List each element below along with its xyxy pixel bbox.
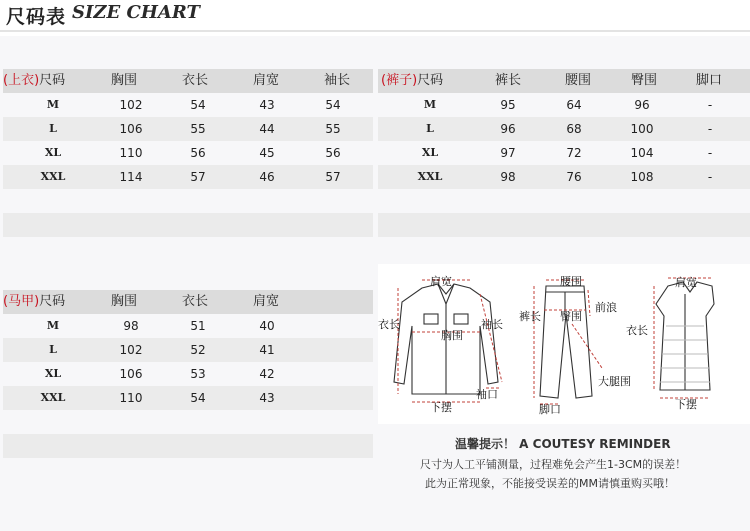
top-size-table <box>3 69 373 189</box>
value-cell: 43 <box>259 391 275 405</box>
header-divider <box>0 30 750 32</box>
size-cell: XXL <box>40 391 66 404</box>
value-cell: 110 <box>119 391 143 405</box>
value-cell: 55 <box>325 122 341 136</box>
value-cell: 40 <box>259 319 275 333</box>
label-vest-length: 衣长 <box>626 324 648 337</box>
value-cell: 110 <box>119 146 143 160</box>
measurement-diagram <box>378 264 750 424</box>
label-length: 衣长 <box>378 318 400 331</box>
column-header: 臀围 <box>630 73 657 88</box>
value-cell: 43 <box>259 98 275 112</box>
code-label: 尺码 <box>39 294 66 309</box>
value-cell: 104 <box>630 146 654 160</box>
column-header: 胸围 <box>110 73 137 88</box>
column-header: 肩宽 <box>252 294 279 309</box>
value-cell: 96 <box>500 122 516 136</box>
blank-row <box>378 213 750 237</box>
value-cell: 72 <box>566 146 582 160</box>
label-waist: 腰围 <box>560 275 582 288</box>
value-cell: - <box>707 98 713 112</box>
value-cell: 45 <box>259 146 275 160</box>
table-row <box>3 93 373 117</box>
value-cell: - <box>707 170 713 184</box>
vest-illustration <box>656 282 714 390</box>
category-label <box>3 69 71 93</box>
label-leg-opening: 脚口 <box>539 403 561 416</box>
label-vest-shoulder: 肩宽 <box>675 276 697 289</box>
value-cell: 44 <box>259 122 275 136</box>
value-cell: 102 <box>119 98 143 112</box>
table-header-row <box>378 69 750 93</box>
label-cuff: 袖口 <box>476 388 498 401</box>
code-label: 尺码 <box>39 73 66 88</box>
size-cell: L <box>49 122 57 135</box>
title-english: SIZE CHART <box>72 2 200 23</box>
value-cell: 54 <box>325 98 341 112</box>
reminder-title: 温馨提示！ A COUTESY REMINDER <box>455 437 671 451</box>
value-cell: 76 <box>566 170 582 184</box>
column-header: 裤长 <box>494 73 521 88</box>
value-cell: 96 <box>634 98 650 112</box>
value-cell: 54 <box>190 98 206 112</box>
reminder-line-2: 此为正常现象，不能接受误差的MM请慎重购买哦！ <box>425 477 675 490</box>
value-cell: 108 <box>630 170 654 184</box>
value-cell: 54 <box>190 391 206 405</box>
column-header: 袖长 <box>323 73 350 88</box>
blank-row <box>3 434 373 458</box>
value-cell: 102 <box>119 343 143 357</box>
label-sleeve: 袖长 <box>481 318 503 331</box>
value-cell: 64 <box>566 98 582 112</box>
label-thigh: 大腿围 <box>598 375 631 388</box>
size-cell: L <box>426 122 434 135</box>
value-cell: 56 <box>325 146 341 160</box>
size-cell: M <box>423 98 437 111</box>
value-cell: 42 <box>259 367 275 381</box>
value-cell: 106 <box>119 367 143 381</box>
code-label: 尺码 <box>417 73 444 88</box>
table-row <box>3 386 373 410</box>
size-cell: L <box>49 343 57 356</box>
table-row <box>3 141 373 165</box>
value-cell: 57 <box>325 170 341 184</box>
category-label <box>3 290 71 314</box>
label-pants-length: 裤长 <box>519 310 541 323</box>
table-header-row <box>3 69 373 93</box>
page-header <box>0 0 750 30</box>
table-row <box>3 338 373 362</box>
value-cell: 97 <box>500 146 516 160</box>
label-shoulder: 肩宽 <box>430 275 452 288</box>
table-row <box>378 141 750 165</box>
value-cell: 51 <box>190 319 206 333</box>
size-cell: XL <box>44 367 62 380</box>
category-name: (马甲) <box>3 294 40 309</box>
value-cell: 106 <box>119 122 143 136</box>
label-front-rise: 前浪 <box>595 301 617 314</box>
table-row <box>378 117 750 141</box>
column-header: 腰围 <box>564 73 591 88</box>
value-cell: 53 <box>190 367 206 381</box>
column-header: 胸围 <box>110 294 137 309</box>
category-label <box>381 69 449 93</box>
table-row <box>3 362 373 386</box>
size-cell: XL <box>421 146 439 159</box>
size-cell: XL <box>44 146 62 159</box>
table-row <box>378 165 750 189</box>
size-cell: M <box>46 319 60 332</box>
column-header: 肩宽 <box>252 73 279 88</box>
value-cell: 98 <box>500 170 516 184</box>
label-hip: 臀围 <box>560 310 582 323</box>
table-row <box>3 314 373 338</box>
blank-row <box>3 213 373 237</box>
category-name: (裤子) <box>381 73 418 88</box>
column-header: 衣长 <box>181 294 208 309</box>
column-header: 脚口 <box>695 73 722 88</box>
value-cell: 95 <box>500 98 516 112</box>
table-row <box>378 93 750 117</box>
category-name: (上衣) <box>3 73 40 88</box>
value-cell: 55 <box>190 122 206 136</box>
value-cell: 98 <box>123 319 139 333</box>
table-row <box>3 117 373 141</box>
value-cell: - <box>707 146 713 160</box>
title-chinese: 尺码表 <box>6 6 67 28</box>
value-cell: 46 <box>259 170 275 184</box>
value-cell: 68 <box>566 122 582 136</box>
column-header: 衣长 <box>181 73 208 88</box>
size-cell: XXL <box>417 170 443 183</box>
table-header-row <box>3 290 373 314</box>
label-chest: 胸围 <box>441 329 463 342</box>
value-cell: 57 <box>190 170 206 184</box>
label-vest-hem: 下摆 <box>675 398 697 411</box>
label-hem: 下摆 <box>430 401 452 414</box>
value-cell: 56 <box>190 146 206 160</box>
size-cell: M <box>46 98 60 111</box>
table-row <box>3 165 373 189</box>
reminder-line-1: 尺寸为人工平铺测量，过程难免会产生1-3CM的误差！ <box>420 458 687 471</box>
size-cell: XXL <box>40 170 66 183</box>
value-cell: 114 <box>119 170 143 184</box>
value-cell: 100 <box>630 122 654 136</box>
vest-size-table <box>3 290 373 410</box>
value-cell: 41 <box>259 343 275 357</box>
pants-size-table <box>378 69 750 189</box>
value-cell: - <box>707 122 713 136</box>
value-cell: 52 <box>190 343 206 357</box>
